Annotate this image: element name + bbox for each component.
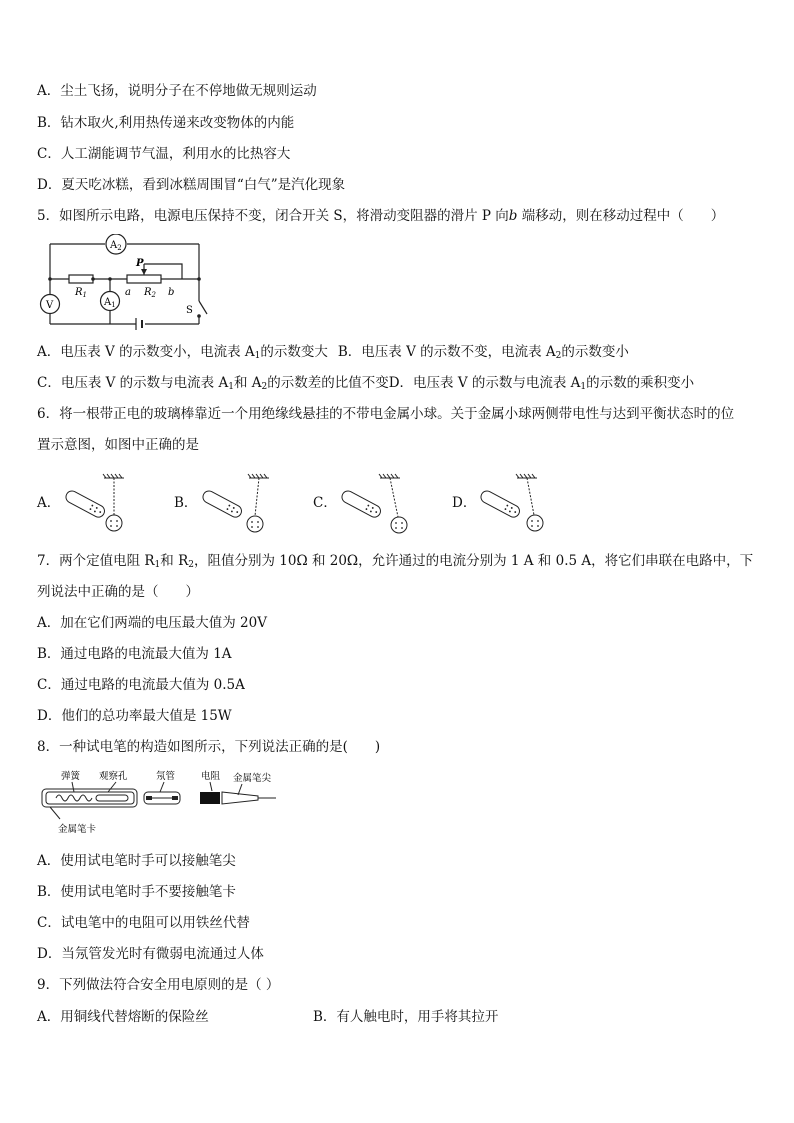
metal-clip-label: 金属笔卡 bbox=[58, 824, 97, 835]
q4-option-c: C．人工湖能调节气温，利用水的比热容大 bbox=[37, 146, 291, 162]
q5-stem bbox=[37, 206, 724, 226]
q5-option-d: D．电压表 V 的示数与电流表 $A_1$的示数的乘积变小 bbox=[388, 375, 695, 392]
terminal-a-label: a bbox=[125, 287, 131, 298]
q8-option-c: C．试电笔中的电阻可以用铁丝代替 bbox=[37, 915, 250, 931]
window-label: 观察孔 bbox=[99, 771, 128, 782]
terminal-b-label: b bbox=[168, 287, 175, 298]
q5-options-ab bbox=[37, 342, 629, 366]
resistor-label: 电阻 bbox=[201, 771, 221, 782]
q4-option-d: D．夏天吃冰糕，看到冰糕周围冒“白气”是汽化现象 bbox=[37, 177, 346, 193]
q6-option-c: C． bbox=[313, 495, 337, 511]
q7-stem-line2: 列说法中正确的是（ ） bbox=[37, 584, 199, 600]
q6-stem-line2: 置示意图，如图中正确的是 bbox=[37, 437, 199, 453]
q5-option-a: A．电压表 V 的示数变小，电流表 $A_1$的示数变大 bbox=[37, 344, 328, 361]
q5-option-b: B．电压表 V 的示数不变，电流表 $A_2$的示数变小 bbox=[337, 344, 629, 361]
q6-option-a: A． bbox=[37, 495, 61, 511]
q6-figure-d bbox=[477, 473, 557, 535]
metal-tip-label: 金属笔尖 bbox=[233, 773, 272, 784]
q6-stem-line1: 6．将一根带正电的玻璃棒靠近一个用绝缘线悬挂的不带电金属小球。关于金属小球两侧带电性与达到平衡状态时的位 bbox=[37, 406, 735, 422]
q7-stem-line1: 7．两个定值电阻 $R_1$和 $R_2$，阻值分别为 10Ω 和 20Ω，允许通过的电流分别为 1 A 和 0.5 A，将它们串联在电路中，下 bbox=[37, 553, 754, 570]
q5-circuit-diagram bbox=[36, 234, 226, 332]
q5-option-c: C．电压表 V 的示数与电流表 $A_1$和 $A_2$的示数差的比值不变 bbox=[37, 375, 389, 392]
q4-option-b: B．钻木取火,利用热传递来改变物体的内能 bbox=[37, 115, 295, 131]
neon-tube-label: 氖管 bbox=[156, 771, 176, 782]
q6-figure-c bbox=[338, 473, 418, 535]
q6-figure-a bbox=[62, 473, 142, 535]
r1-label: $R_1$ bbox=[75, 287, 87, 299]
q5-options-cd bbox=[37, 373, 694, 397]
q8-option-b: B．使用试电笔时手不要接触笔卡 bbox=[37, 884, 236, 900]
q4-option-a: A．尘土飞扬，说明分子在不停地做无规则运动 bbox=[37, 83, 317, 99]
q8-option-a: A．使用试电笔时手可以接触笔尖 bbox=[37, 853, 236, 869]
ammeter-a2-label: $A_2$ bbox=[110, 240, 122, 252]
q5-stem-point: b bbox=[508, 208, 518, 224]
q5-stem-part: 5．如图所示电路，电源电压保持不变，闭合开关 S，将滑动变阻器的滑片 P 向 bbox=[37, 208, 509, 224]
q8-stem: 8．一种试电笔的构造如图所示，下列说法正确的是( ) bbox=[37, 739, 381, 755]
q7-option-b: B．通过电路的电流最大值为 1A bbox=[37, 646, 232, 662]
q8-test-pen-diagram bbox=[36, 765, 286, 837]
voltmeter-label: V bbox=[46, 300, 54, 311]
r2-label: $R_2$ bbox=[144, 287, 156, 299]
q9-option-a: A．用铜线代替熔断的保险丝 bbox=[37, 1009, 209, 1025]
q7-option-a: A．加在它们两端的电压最大值为 20V bbox=[37, 615, 267, 631]
q8-option-d: D．当氖管发光时有微弱电流通过人体 bbox=[37, 946, 264, 962]
q9-stem: 9．下列做法符合安全用电原则的是（ ） bbox=[37, 977, 280, 993]
q7-option-c: C．通过电路的电流最大值为 0.5A bbox=[37, 677, 245, 693]
q9-option-b: B．有人触电时，用手将其拉开 bbox=[313, 1009, 499, 1025]
q6-figure-b bbox=[199, 473, 279, 535]
ammeter-a1-label: $A_1$ bbox=[104, 297, 116, 309]
q7-option-d: D．他们的总功率最大值是 15W bbox=[37, 708, 232, 724]
spring-label: 弹簧 bbox=[61, 771, 81, 782]
q5-stem-part: 端移动，则在移动过程中（ ） bbox=[517, 208, 725, 224]
switch-s-label: S bbox=[186, 305, 193, 316]
slider-p-label: P bbox=[136, 258, 144, 269]
q6-option-b: B． bbox=[174, 495, 198, 511]
q6-option-d: D． bbox=[452, 495, 477, 511]
